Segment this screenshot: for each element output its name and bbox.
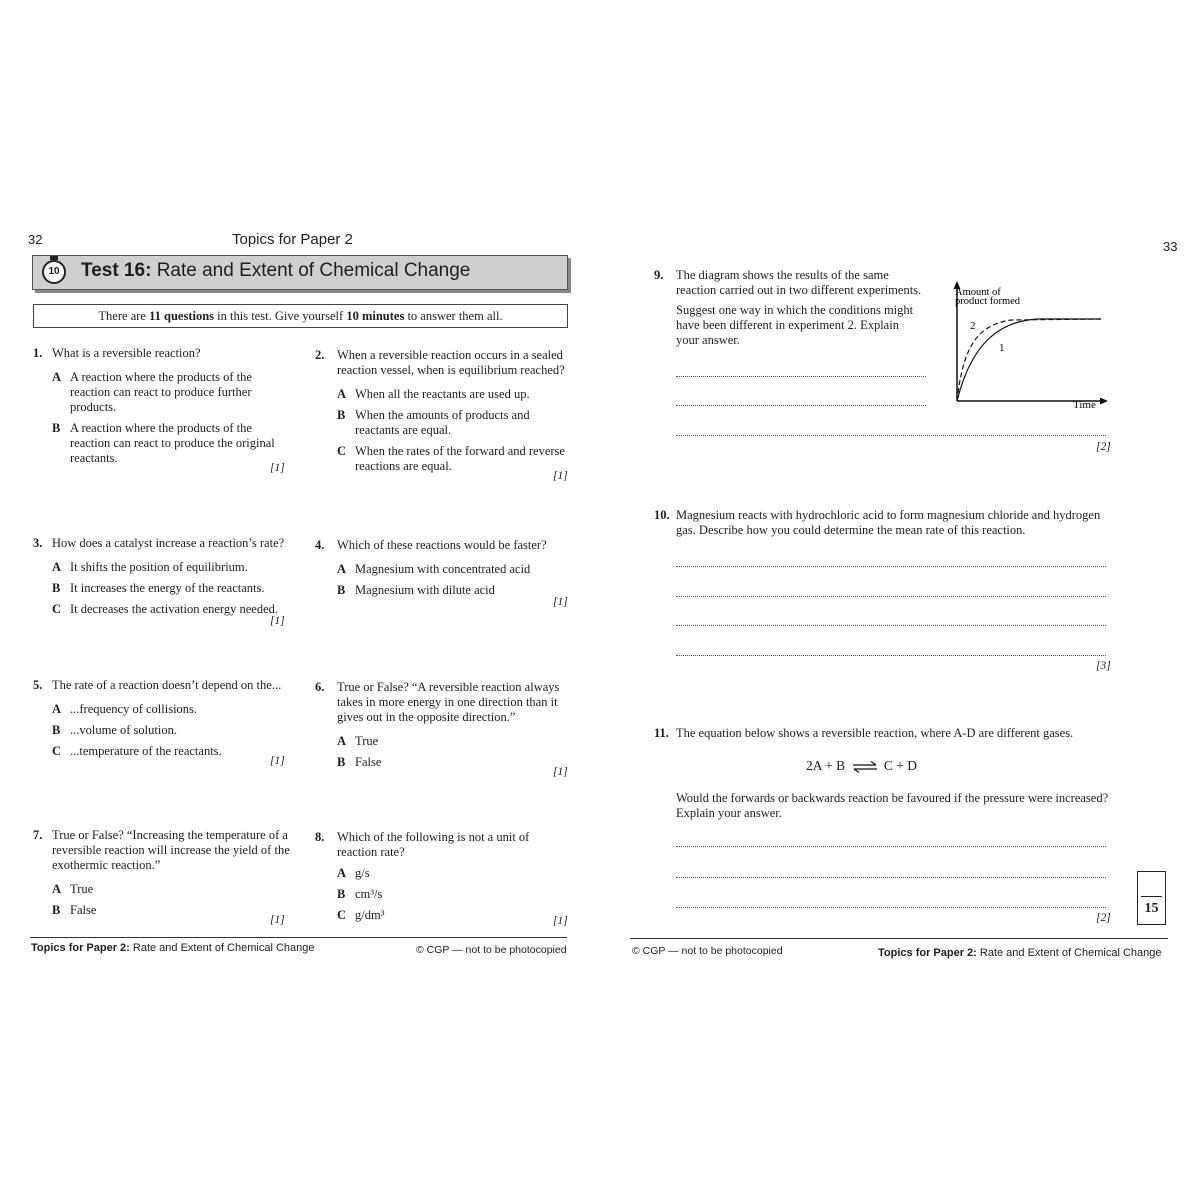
option-c[interactable] [52,744,293,759]
answer-line-q10-4[interactable] [676,655,1106,656]
intro-mid: in this test. Give yourself [214,309,347,323]
reaction-equation [806,758,917,774]
question-number: 9. [654,268,664,282]
equation-right: C + D [883,758,917,773]
option-b[interactable] [337,887,565,902]
option-letter: A [52,560,62,574]
option-text: True [70,882,94,896]
option-c[interactable] [52,602,293,617]
option-letter: B [337,887,346,901]
question-3 [33,536,293,617]
mark-q7: [1] [270,914,285,926]
option-letter: A [52,882,62,896]
question-number: 8. [315,830,325,844]
answer-line-q10-1[interactable] [676,566,1106,567]
option-text: ...temperature of the reactants. [70,744,222,758]
question-5 [33,678,293,759]
reaction-graph [943,277,1113,417]
right-page [600,215,1200,975]
mark-q4: [1] [553,596,568,608]
option-text: ...volume of solution. [70,723,177,737]
option-b[interactable] [52,421,293,466]
option-text: A reaction where the products of the reaction can react to produce the original reactants. [70,421,275,465]
option-text: g/s [355,866,370,880]
curve-1-label: 1 [999,342,1005,354]
question-7 [33,828,293,918]
answer-line-q10-2[interactable] [676,596,1106,597]
option-b[interactable] [337,408,565,438]
option-text: False [70,903,97,917]
intro-post: to answer them all. [404,309,503,323]
option-text: When the amounts of products and reactants are equal. [355,408,530,437]
question-text: Magnesium reacts with hydrochloric acid to form magnesium chloride and hydrogen gas. Describe how you could determine the mean rate of this reaction. [676,508,1101,537]
question-number: 3. [33,536,43,550]
footer-title-bold: Topics for Paper 2: [31,942,130,954]
left-page [0,215,600,975]
question-number: 1. [33,346,43,360]
question-text-2: Suggest one way in which the conditions might have been different in experiment 2. Explain your answer. [676,303,914,347]
option-a[interactable] [52,882,293,897]
option-text: Magnesium with dilute acid [355,583,495,597]
option-a[interactable] [337,387,565,402]
question-text: The equation below shows a reversible reaction, where A-D are different gases. [676,726,1074,740]
curve-2-label: 2 [970,320,976,332]
curve-1 [957,319,1101,401]
option-letter: B [52,903,61,917]
question-text: True or False? “A reversible reaction always takes in more energy in one direction than it gives out in the opposite direction.” [337,680,560,724]
option-b[interactable] [337,583,565,598]
score-divider [1141,896,1162,897]
test-title-text: Rate and Extent of Chemical Change [156,260,471,281]
option-letter: B [337,583,346,597]
question-2 [315,348,565,474]
question-number: 10. [654,508,670,522]
option-text: cm³/s [355,887,383,901]
option-a[interactable] [337,734,565,749]
option-text: It decreases the activation energy needed. [70,602,279,616]
option-a[interactable] [52,702,293,717]
footer-copyright-left: © CGP — not to be photocopied [416,944,567,956]
question-text: How does a catalyst increase a reaction’s rate? [52,536,285,550]
option-a[interactable] [337,866,565,881]
intro-time: 10 minutes [346,309,405,323]
option-letter: A [52,370,62,384]
question-10 [654,508,1114,538]
mark-q11: [2] [1096,912,1111,924]
question-9 [654,268,924,348]
option-b[interactable] [52,903,293,918]
question-text: The rate of a reaction doesn’t depend on the... [52,678,282,692]
option-letter: A [52,702,62,716]
answer-line-q11-3[interactable] [676,907,1106,908]
question-number: 2. [315,348,325,362]
intro-question-count: 11 questions [149,309,215,323]
mark-q1: [1] [270,462,285,474]
option-c[interactable] [337,444,565,474]
y-axis-label-1: Amount of [955,287,1001,298]
page-number-left: 32 [28,232,43,247]
option-text: It increases the energy of the reactants. [70,581,265,595]
question-text: The diagram shows the results of the same reaction carried out in two different experiments. [676,268,922,297]
option-letter: B [52,723,61,737]
footer-rule-left [30,937,567,938]
y-axis-label-2: product formed [955,296,1021,307]
question-text: True or False? “Increasing the temperature of a reversible reaction will increase the yield of the exothermic reaction.” [52,828,290,872]
option-letter: B [52,421,61,435]
option-text: A reaction where the products of the reaction can react to produce further products. [70,370,252,414]
intro-box [33,304,568,328]
option-text: ...frequency of collisions. [70,702,198,716]
question-11 [654,726,1124,741]
stopwatch-icon-crown [50,256,58,260]
option-text: False [355,755,382,769]
stopwatch-icon [42,260,66,284]
answer-line-q9-1[interactable] [676,376,926,377]
option-text: g/dm³ [355,908,385,922]
reaction-graph-svg [943,277,1113,417]
question-1 [33,346,293,466]
x-axis-label: Time [1073,399,1096,411]
footer-title-rest: Rate and Extent of Chemical Change [976,947,1162,959]
option-b[interactable] [52,581,293,596]
option-letter: A [337,562,347,576]
option-a[interactable] [52,560,293,575]
equilibrium-arrow-icon [852,761,878,773]
footer-title-rest: Rate and Extent of Chemical Change [129,942,315,954]
score-box[interactable] [1137,871,1166,925]
answer-line-q11-2[interactable] [676,877,1106,878]
mark-q6: [1] [553,766,568,778]
question-8 [315,830,565,923]
footer-copyright-right: © CGP — not to be photocopied [632,945,783,957]
option-letter: A [337,387,347,401]
question-number: 6. [315,680,325,694]
equation-left: 2A + B [806,758,846,773]
mark-q8: [1] [553,915,568,927]
option-a[interactable] [52,370,293,415]
test-title [81,260,470,282]
option-text: Magnesium with concentrated acid [355,562,531,576]
page-number-right: 33 [1163,239,1178,254]
option-letter: B [52,581,61,595]
answer-line-q9-3[interactable] [676,435,1106,436]
test-label: Test 16: [81,260,152,281]
answer-line-q9-2[interactable] [676,405,926,406]
option-letter: C [52,744,62,758]
option-b[interactable] [52,723,293,738]
option-b[interactable] [337,755,565,770]
curve-2 [957,319,1101,401]
score-total: 15 [1144,901,1159,916]
footer-title-right [878,947,1162,959]
page-header-left: Topics for Paper 2 [232,231,353,248]
option-c[interactable] [337,908,565,923]
test-banner [32,255,568,290]
mark-q9: [2] [1096,441,1111,453]
answer-line-q11-1[interactable] [676,846,1106,847]
question-text: What is a reversible reaction? [52,346,201,360]
mark-q2: [1] [553,470,568,482]
option-letter: C [52,602,62,616]
mark-q3: [1] [270,615,285,627]
question-text: When a reversible reaction occurs in a sealed reaction vessel, when is equilibrium reached? [337,348,565,377]
footer-rule-right [630,938,1168,939]
footer-title-left [31,942,315,954]
option-text: When all the reactants are used up. [355,387,530,401]
question-number: 5. [33,678,43,692]
answer-line-q10-3[interactable] [676,625,1106,626]
mark-q5: [1] [270,755,285,767]
option-letter: C [337,908,347,922]
question-number: 4. [315,538,325,552]
option-text: It shifts the position of equilibrium. [70,560,248,574]
question-4 [315,538,565,598]
option-text: When the rates of the forward and reverse reactions are equal. [355,444,565,473]
option-letter: C [337,444,347,458]
x-axis-arrow-icon [1100,398,1108,405]
option-letter: A [337,734,347,748]
option-letter: A [337,866,347,880]
question-text-2: Would the forwards or backwards reaction be favoured if the pressure were increased? Explain your answer. [676,791,1109,820]
question-number: 11. [654,726,669,740]
question-6 [315,680,565,770]
question-11-part-2 [676,791,1116,821]
question-number: 7. [33,828,43,842]
option-text: True [355,734,379,748]
footer-title-bold: Topics for Paper 2: [878,947,977,959]
question-text: Which of these reactions would be faster? [337,538,547,552]
mark-q10: [3] [1096,660,1111,672]
question-text: Which of the following is not a unit of reaction rate? [337,830,530,859]
option-a[interactable] [337,562,565,577]
option-letter: B [337,755,346,769]
option-letter: B [337,408,346,422]
stopwatch-icon-number: 10 [48,266,60,277]
intro-pre: There are [98,309,150,323]
